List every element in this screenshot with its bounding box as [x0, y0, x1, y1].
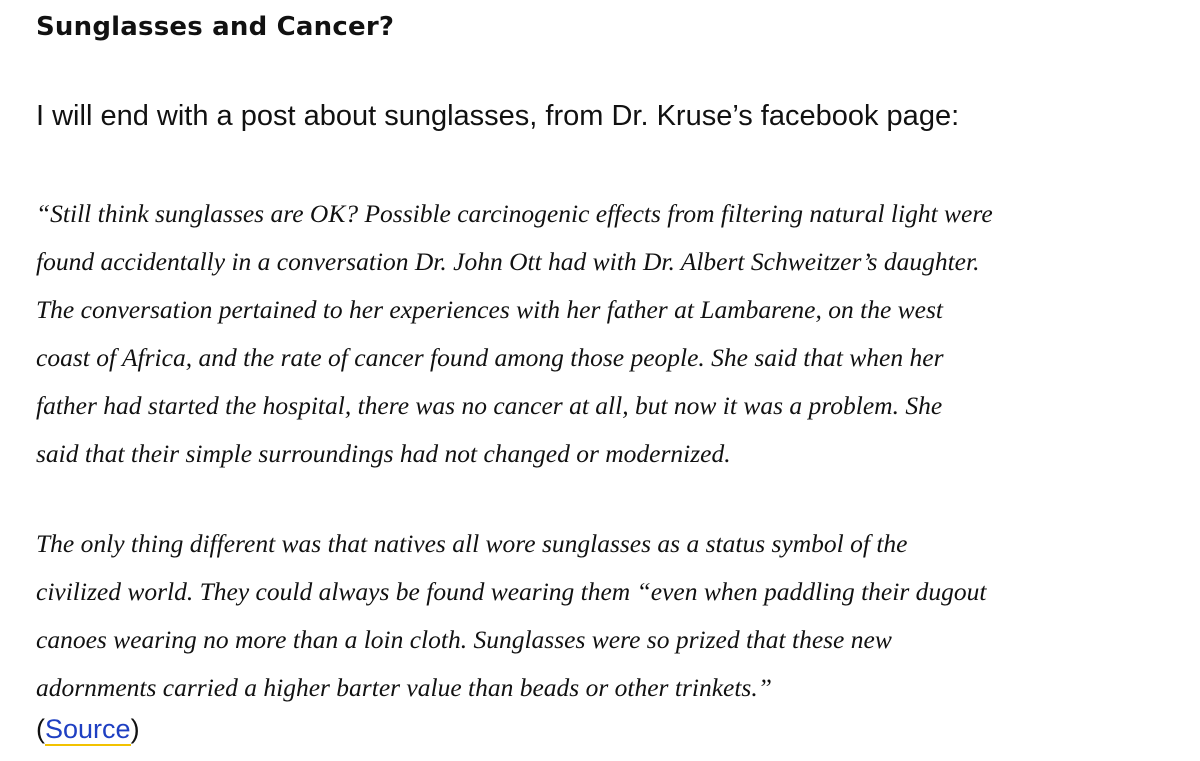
- quote-line: canoes wearing no more than a loin cloth. Sunglasses were so prized that these new: [36, 625, 892, 654]
- quote-line: The only thing different was that natives all wore sunglasses as a status symbol of the: [36, 529, 908, 558]
- source-open-paren: (: [36, 714, 45, 744]
- quote-line: The conversation pertained to her experiences with her father at Lambarene, on the west: [36, 295, 943, 324]
- quote-paragraph-2: [36, 520, 986, 712]
- quote-line: “Still think sunglasses are OK? Possible carcinogenic effects from filtering natural light were: [36, 199, 993, 228]
- quote-line: father had started the hospital, there was no cancer at all, but now it was a problem. She: [36, 391, 943, 420]
- source-close-paren: ): [130, 714, 140, 744]
- quote-line: civilized world. They could always be found wearing them “even when paddling their dugout: [36, 577, 987, 606]
- source-citation: [36, 714, 140, 745]
- quote-line: coast of Africa, and the rate of cancer found among those people. She said that when her: [36, 343, 944, 372]
- quote-line: adornments carried a higher barter value than beads or other trinkets.”: [36, 673, 772, 702]
- source-link[interactable]: Source: [45, 714, 131, 744]
- quote-line: found accidentally in a conversation Dr. John Ott had with Dr. Albert Schweitzer’s daughter.: [36, 247, 980, 276]
- quote-paragraph-1: [36, 190, 993, 478]
- intro-paragraph: I will end with a post about sunglasses, from Dr. Kruse’s facebook page:: [36, 100, 960, 132]
- article-heading: Sunglasses and Cancer?: [36, 12, 395, 42]
- quote-line: said that their simple surroundings had not changed or modernized.: [36, 439, 731, 468]
